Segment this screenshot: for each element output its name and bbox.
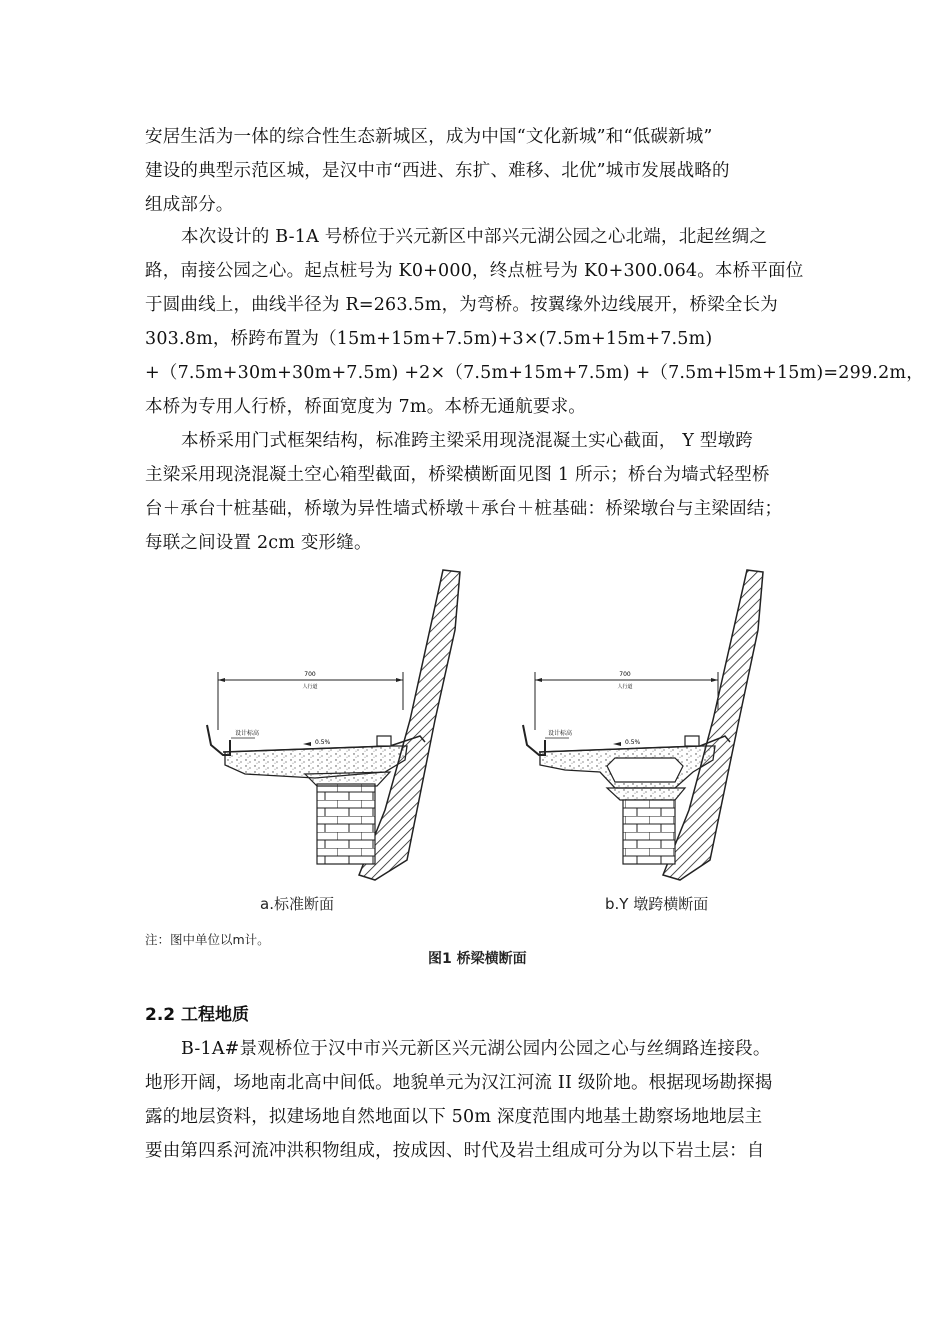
figure-note: 注：图中单位以m计。 xyxy=(145,932,270,947)
paragraph-4 xyxy=(145,1032,815,1168)
section-a-standard xyxy=(207,570,460,880)
bridge-cross-section-drawing xyxy=(145,560,815,975)
paragraph-4-line-1: B-1A#景观桥位于汉中市兴元新区兴元湖公园内公园之心与丝绸路连接段。 xyxy=(181,1039,771,1059)
paragraph-2-line-3: 于圆曲线上，曲线半径为 R=263.5m，为弯桥。按翼缘外边线展开，桥梁全长为 xyxy=(145,295,778,315)
paragraph-1-line-3: 组成部分。 xyxy=(145,195,234,215)
paragraph-1 xyxy=(145,120,815,222)
paragraph-2-line-5: +（7.5m+30m+30m+7.5m) +2×（7.5m+15m+7.5m) +（7.5m+l5m+15m)=299.2m， xyxy=(145,363,924,383)
paragraph-2-line-1: 本次设计的 B-1A 号桥位于兴元新区中部兴元湖公园之心北端，北起丝绸之 xyxy=(181,227,768,247)
paragraph-3-line-1: 本桥采用门式框架结构，标准跨主梁采用现浇混凝土实心截面， Y 型墩跨 xyxy=(181,431,753,451)
caption-a: a.标准断面 xyxy=(260,895,334,913)
paragraph-4-line-2: 地形开阔，场地南北高中间低。地貌单元为汉江河流 II 级阶地。根据现场勘探揭 xyxy=(145,1073,773,1093)
section-b-design-level: 设计标高 xyxy=(548,730,573,737)
section-heading: 2.2 工程地质 xyxy=(145,1005,250,1025)
section-a-dim-value: 700 xyxy=(304,671,316,678)
figure-caption: 图1 桥梁横断面 xyxy=(428,951,527,967)
section-a-slope: 0.5% xyxy=(315,739,331,746)
paragraph-3-line-4: 每联之间设置 2cm 变形缝。 xyxy=(145,533,372,553)
bridge-cross-section-figure xyxy=(145,560,815,975)
paragraph-1-line-1: 安居生活为一体的综合性生态新城区，成为中国“文化新城”和“低碳新城” xyxy=(145,127,713,147)
section-a-dim-label: 人行道 xyxy=(302,684,318,690)
section-a-design-level: 设计标高 xyxy=(235,730,260,737)
paragraph-2 xyxy=(145,220,924,424)
section-b-dim-label: 人行道 xyxy=(617,684,633,690)
section-b-dim-value: 700 xyxy=(619,671,631,678)
section-b-y-pier xyxy=(523,570,763,880)
paragraph-3 xyxy=(145,424,815,560)
section-b-slope: 0.5% xyxy=(625,739,641,746)
paragraph-3-line-3: 台＋承台十桩基础，桥墩为异性墙式桥墩＋承台＋桩基础：桥梁墩台与主梁固结； xyxy=(145,499,783,519)
paragraph-1-line-2: 建设的典型示范区城，是汉中市“西进、东扩、难移、北优”城市发展战略的 xyxy=(145,161,730,181)
paragraph-2-line-6: 本桥为专用人行桥，桥面宽度为 7m。本桥无通航要求。 xyxy=(145,397,586,417)
paragraph-4-line-3: 露的地层资料，拟建场地自然地面以下 50m 深度范围内地基土勘察场地地层主 xyxy=(145,1107,763,1127)
paragraph-3-line-2: 主梁采用现浇混凝土空心箱型截面，桥梁横断面见图 1 所示；桥台为墙式轻型桥 xyxy=(145,465,770,485)
paragraph-2-line-4: 303.8m，桥跨布置为（15m+15m+7.5m)+3×(7.5m+15m+7.5m) xyxy=(145,329,713,349)
caption-b: b.Y 墩跨横断面 xyxy=(605,895,709,913)
paragraph-4-line-4: 要由第四系河流冲洪积物组成，按成因、时代及岩土组成可分为以下岩土层：自 xyxy=(145,1141,765,1161)
paragraph-2-line-2: 路，南接公园之心。起点桩号为 K0+000，终点桩号为 K0+300.064。本桥平面位 xyxy=(145,261,804,281)
